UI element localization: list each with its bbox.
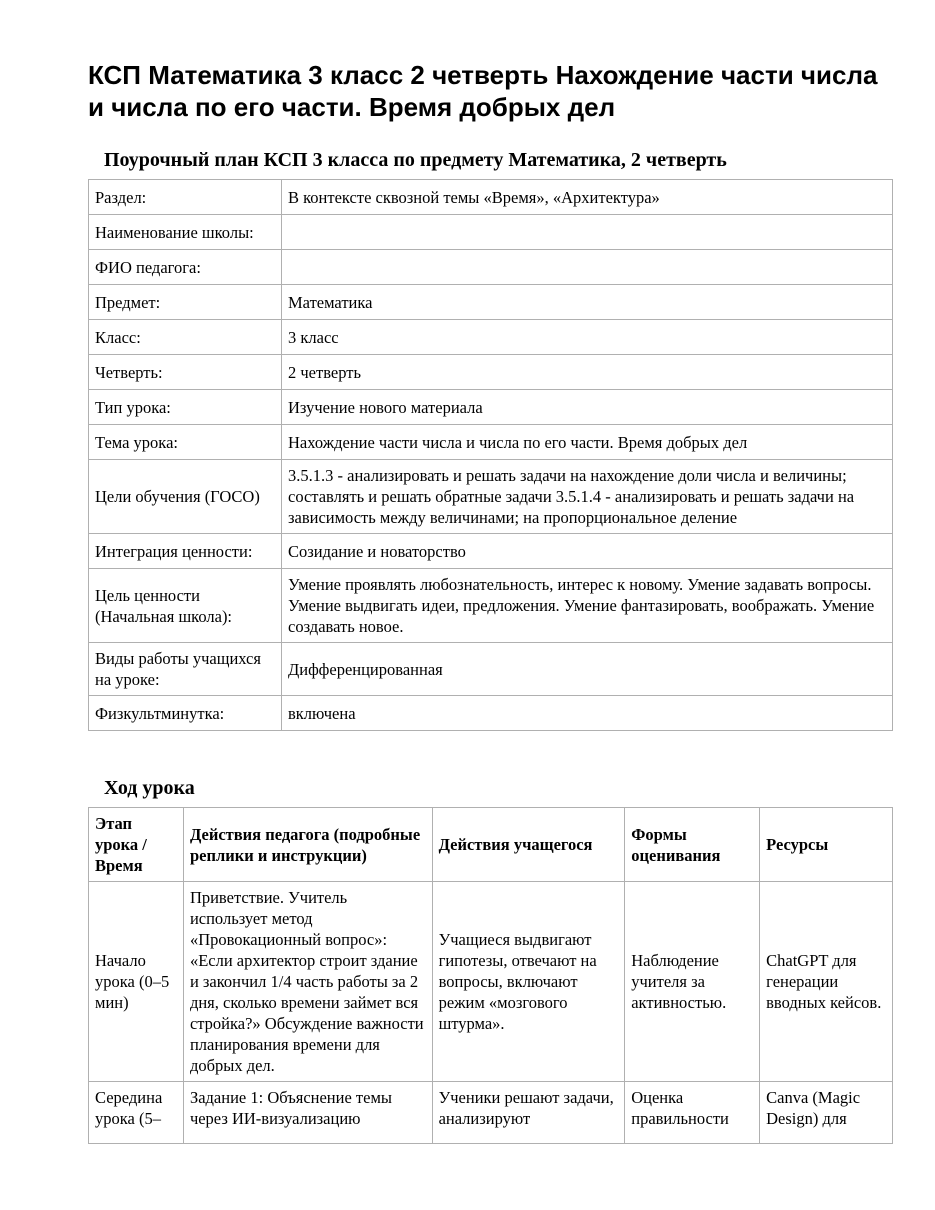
info-row — [89, 355, 893, 390]
info-label: Цели обучения (ГОСО) — [89, 460, 282, 534]
info-value: Созидание и новаторство — [282, 534, 893, 569]
info-row — [89, 534, 893, 569]
info-value: В контексте сквозной темы «Время», «Архитектура» — [282, 180, 893, 215]
lesson-cell-text: Середина урока (5– — [95, 1088, 163, 1128]
info-value: Нахождение части числа и числа по его части. Время добрых дел — [282, 425, 893, 460]
lesson-column-header: Действия учащегося — [432, 808, 625, 882]
lesson-cell: Начало урока (0–5 мин) — [89, 882, 184, 1082]
info-label: Класс: — [89, 320, 282, 355]
info-row — [89, 390, 893, 425]
lesson-cell-text: Ученики решают задачи, анализируют — [438, 1088, 614, 1128]
info-value: Математика — [282, 285, 893, 320]
info-row — [89, 320, 893, 355]
info-row — [89, 180, 893, 215]
info-value: 2 четверть — [282, 355, 893, 390]
lesson-cell: Учащиеся выдвигают гипотезы, отвечают на вопросы, включают режим «мозгового штурма». — [432, 882, 625, 1082]
info-label: ФИО педагога: — [89, 250, 282, 285]
lesson-cell — [760, 1082, 893, 1144]
lesson-cell — [625, 1082, 760, 1144]
info-label: Цель ценности (Начальная школа): — [89, 569, 282, 643]
info-label: Предмет: — [89, 285, 282, 320]
info-value: 3.5.1.3 - анализировать и решать задачи на нахождение доли числа и величины; составлять и решать обратные задачи 3.5.1.4 - анализировать и решать задачи на зависимость между величинами; на пропорциональное деление — [282, 460, 893, 534]
info-value: Изучение нового материала — [282, 390, 893, 425]
lesson-cell: Наблюдение учителя за активностью. — [625, 882, 760, 1082]
info-row — [89, 425, 893, 460]
info-row — [89, 215, 893, 250]
info-row — [89, 285, 893, 320]
lesson-cell: ChatGPT для генерации вводных кейсов. — [760, 882, 893, 1082]
lesson-row — [89, 1082, 893, 1144]
lesson-table — [88, 807, 893, 1144]
plan-heading: Поурочный план КСП 3 класса по предмету Математика, 2 четверть — [104, 149, 727, 171]
info-label: Интеграция ценности: — [89, 534, 282, 569]
info-label: Тип урока: — [89, 390, 282, 425]
info-row — [89, 643, 893, 696]
info-label: Виды работы учащихся на уроке: — [89, 643, 282, 696]
info-row — [89, 250, 893, 285]
lesson-cell: Приветствие. Учитель использует метод «Провокационный вопрос»: «Если архитектор строит здание и закончил 1/4 часть работы за 2 дня, сколько времени займет вся стройка?» Обсуждение важности планирования времени для добрых дел. — [183, 882, 432, 1082]
lesson-column-header: Действия педагога (подробные реплики и инструкции) — [183, 808, 432, 882]
info-row — [89, 696, 893, 731]
lesson-column-header: Формы оценивания — [625, 808, 760, 882]
lesson-heading: Ход урока — [104, 777, 195, 799]
lesson-column-header: Этап урока / Время — [89, 808, 184, 882]
lesson-cell — [183, 1082, 432, 1144]
info-row — [89, 569, 893, 643]
info-value — [282, 215, 893, 250]
info-value: включена — [282, 696, 893, 731]
info-label: Тема урока: — [89, 425, 282, 460]
lesson-cell-text: Оценка правильности — [631, 1088, 729, 1128]
lesson-header-row — [89, 808, 893, 882]
info-value — [282, 250, 893, 285]
page-title: КСП Математика 3 класс 2 четверть Нахождение части числа и числа по его части. Время добрых дел — [88, 60, 878, 122]
lesson-column-header: Ресурсы — [760, 808, 893, 882]
info-value: Дифференцированная — [282, 643, 893, 696]
lesson-row — [89, 882, 893, 1082]
info-label: Наименование школы: — [89, 215, 282, 250]
info-table — [88, 179, 893, 731]
info-label: Раздел: — [89, 180, 282, 215]
lesson-cell — [89, 1082, 184, 1144]
lesson-cell — [432, 1082, 625, 1144]
info-row — [89, 460, 893, 534]
lesson-cell-text: Задание 1: Объяснение темы через ИИ-визуализацию — [189, 1088, 392, 1128]
info-label: Физкультминутка: — [89, 696, 282, 731]
info-value: Умение проявлять любознательность, интерес к новому. Умение задавать вопросы. Умение выдвигать идеи, предложения. Умение фантазировать, воображать. Умение создавать новое. — [282, 569, 893, 643]
info-value: 3 класс — [282, 320, 893, 355]
lesson-cell-text: Canva (Magic Design) для — [766, 1088, 861, 1128]
info-label: Четверть: — [89, 355, 282, 390]
